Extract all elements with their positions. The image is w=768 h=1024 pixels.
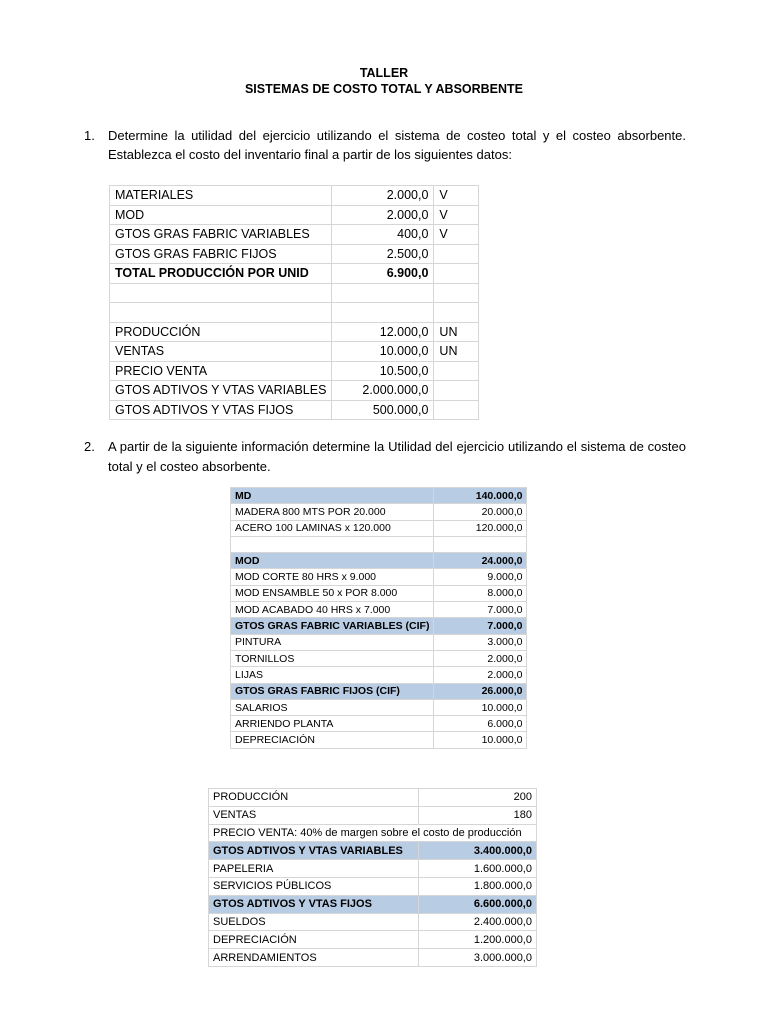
row-value: 8.000,0 bbox=[434, 585, 527, 601]
table-row bbox=[209, 913, 537, 931]
row-label: LIJAS bbox=[231, 667, 434, 683]
row-label: TORNILLOS bbox=[231, 650, 434, 666]
question-text-line: total y el costeo absorbente. bbox=[108, 459, 271, 474]
row-label: ARRENDAMIENTOS bbox=[209, 949, 419, 967]
table-row bbox=[209, 877, 537, 895]
section-header-row bbox=[231, 488, 527, 504]
row-label: PINTURA bbox=[231, 634, 434, 650]
row-value: 2.000,0 bbox=[332, 205, 434, 225]
row-label: PRECIO VENTA bbox=[110, 361, 332, 381]
cost-data-table-1 bbox=[109, 185, 479, 420]
row-label: TOTAL PRODUCCIÓN POR UNID bbox=[110, 264, 332, 284]
section-header-row bbox=[231, 553, 527, 569]
table-row bbox=[209, 789, 537, 807]
table-row bbox=[231, 536, 527, 552]
row-unit bbox=[434, 244, 479, 264]
question-text-line: Determine la utilidad del ejercicio utilizando el sistema de costeo total y el costeo absorbente. bbox=[108, 128, 686, 143]
row-label: DEPRECIACIÓN bbox=[231, 732, 434, 748]
table-row bbox=[209, 806, 537, 824]
table-row bbox=[231, 520, 527, 536]
row-label: ARRIENDO PLANTA bbox=[231, 716, 434, 732]
document-subtitle: SISTEMAS DE COSTO TOTAL Y ABSORBENTE bbox=[244, 82, 524, 96]
row-label: GTOS ADTIVOS Y VTAS VARIABLES bbox=[209, 842, 419, 860]
row-unit: V bbox=[434, 186, 479, 206]
row-label: MOD ACABADO 40 HRS x 7.000 bbox=[231, 602, 434, 618]
row-value: 9.000,0 bbox=[434, 569, 527, 585]
row-value: 200 bbox=[419, 789, 537, 807]
row-unit bbox=[434, 283, 479, 303]
row-value: 2.000,0 bbox=[434, 667, 527, 683]
document-title: TALLER bbox=[359, 66, 409, 80]
row-unit bbox=[434, 381, 479, 401]
row-value: 1.600.000,0 bbox=[419, 860, 537, 878]
row-value: 6.000,0 bbox=[434, 716, 527, 732]
row-value: 500.000,0 bbox=[332, 400, 434, 420]
row-label bbox=[231, 536, 434, 552]
row-value: 20.000,0 bbox=[434, 504, 527, 520]
table-row bbox=[231, 650, 527, 666]
table-row bbox=[110, 244, 479, 264]
section-header-row bbox=[231, 683, 527, 699]
table-row bbox=[110, 283, 479, 303]
row-value: 2.400.000,0 bbox=[419, 913, 537, 931]
table-row bbox=[231, 504, 527, 520]
row-value bbox=[332, 283, 434, 303]
table-row bbox=[231, 732, 527, 748]
row-value: 7.000,0 bbox=[434, 602, 527, 618]
row-value: 26.000,0 bbox=[434, 683, 527, 699]
row-note: PRECIO VENTA: 40% de margen sobre el costo de producción bbox=[209, 824, 537, 842]
cost-data-table-3 bbox=[208, 788, 537, 967]
row-label: MOD bbox=[231, 553, 434, 569]
row-value: 2.000,0 bbox=[434, 650, 527, 666]
row-value: 10.000,0 bbox=[434, 699, 527, 715]
row-value: 1.800.000,0 bbox=[419, 877, 537, 895]
table-row bbox=[110, 205, 479, 225]
cost-data-table-2 bbox=[230, 487, 527, 749]
row-label: SERVICIOS PÚBLICOS bbox=[209, 877, 419, 895]
row-value: 1.200.000,0 bbox=[419, 931, 537, 949]
section-header-row bbox=[209, 842, 537, 860]
row-value: 10.500,0 bbox=[332, 361, 434, 381]
row-unit bbox=[434, 361, 479, 381]
table-row bbox=[231, 699, 527, 715]
row-label: GTOS GRAS FABRIC FIJOS bbox=[110, 244, 332, 264]
row-label: GTOS ADTIVOS Y VTAS FIJOS bbox=[110, 400, 332, 420]
row-label: GTOS ADTIVOS Y VTAS VARIABLES bbox=[110, 381, 332, 401]
row-value: 140.000,0 bbox=[434, 488, 527, 504]
row-label: DEPRECIACIÓN bbox=[209, 931, 419, 949]
row-label: MATERIALES bbox=[110, 186, 332, 206]
row-label: MADERA 800 MTS POR 20.000 bbox=[231, 504, 434, 520]
table-row bbox=[231, 602, 527, 618]
row-label: MOD bbox=[110, 205, 332, 225]
table-row bbox=[231, 585, 527, 601]
row-value: 24.000,0 bbox=[434, 553, 527, 569]
row-value: 7.000,0 bbox=[434, 618, 527, 634]
row-value bbox=[434, 536, 527, 552]
row-value: 12.000,0 bbox=[332, 322, 434, 342]
table-row bbox=[231, 716, 527, 732]
row-label: SALARIOS bbox=[231, 699, 434, 715]
row-label: PRODUCCIÓN bbox=[209, 789, 419, 807]
row-value: 180 bbox=[419, 806, 537, 824]
table-row bbox=[209, 931, 537, 949]
row-value: 10.000,0 bbox=[434, 732, 527, 748]
question-number: 2. bbox=[84, 439, 95, 454]
row-value: 3.000,0 bbox=[434, 634, 527, 650]
table-row bbox=[209, 949, 537, 967]
row-unit: UN bbox=[434, 322, 479, 342]
row-label: GTOS GRAS FABRIC FIJOS (CIF) bbox=[231, 683, 434, 699]
table-row bbox=[110, 342, 479, 362]
row-label: MD bbox=[231, 488, 434, 504]
table-row bbox=[231, 634, 527, 650]
table-row bbox=[110, 264, 479, 284]
row-label: PAPELERIA bbox=[209, 860, 419, 878]
row-label: VENTAS bbox=[209, 806, 419, 824]
section-header-row bbox=[231, 618, 527, 634]
table-row bbox=[110, 381, 479, 401]
table-row bbox=[110, 225, 479, 245]
row-unit bbox=[434, 400, 479, 420]
row-value: 2.500,0 bbox=[332, 244, 434, 264]
table-row bbox=[110, 303, 479, 323]
table-row bbox=[231, 569, 527, 585]
section-header-row bbox=[209, 895, 537, 913]
row-unit bbox=[434, 264, 479, 284]
question-text-line: A partir de la siguiente información determine la Utilidad del ejercicio utilizando el sistema de costeo bbox=[108, 439, 686, 454]
row-value: 6.600.000,0 bbox=[419, 895, 537, 913]
table-row bbox=[209, 860, 537, 878]
row-unit bbox=[434, 303, 479, 323]
row-label: GTOS GRAS FABRIC VARIABLES bbox=[110, 225, 332, 245]
table-row bbox=[110, 186, 479, 206]
row-label: SUELDOS bbox=[209, 913, 419, 931]
row-value bbox=[332, 303, 434, 323]
table-row bbox=[231, 667, 527, 683]
row-value: 6.900,0 bbox=[332, 264, 434, 284]
row-label: GTOS ADTIVOS Y VTAS FIJOS bbox=[209, 895, 419, 913]
row-label: GTOS GRAS FABRIC VARIABLES (CIF) bbox=[231, 618, 434, 634]
row-value: 3.000.000,0 bbox=[419, 949, 537, 967]
row-label: ACERO 100 LAMINAS x 120.000 bbox=[231, 520, 434, 536]
row-value: 2.000.000,0 bbox=[332, 381, 434, 401]
row-value: 3.400.000,0 bbox=[419, 842, 537, 860]
row-value: 120.000,0 bbox=[434, 520, 527, 536]
table1-body bbox=[110, 186, 479, 420]
question-text-line: Establezca el costo del inventario final a partir de los siguientes datos: bbox=[108, 147, 512, 162]
table-row bbox=[110, 322, 479, 342]
table-row bbox=[110, 361, 479, 381]
row-unit: V bbox=[434, 205, 479, 225]
table3-body bbox=[209, 789, 537, 967]
row-value: 400,0 bbox=[332, 225, 434, 245]
table-row bbox=[209, 824, 537, 842]
row-label: MOD ENSAMBLE 50 x POR 8.000 bbox=[231, 585, 434, 601]
row-unit: V bbox=[434, 225, 479, 245]
row-label: MOD CORTE 80 HRS x 9.000 bbox=[231, 569, 434, 585]
row-label bbox=[110, 283, 332, 303]
row-value: 10.000,0 bbox=[332, 342, 434, 362]
row-label bbox=[110, 303, 332, 323]
question-number: 1. bbox=[84, 128, 95, 143]
row-value: 2.000,0 bbox=[332, 186, 434, 206]
table2-body bbox=[231, 488, 527, 749]
row-label: VENTAS bbox=[110, 342, 332, 362]
row-unit: UN bbox=[434, 342, 479, 362]
table-row bbox=[110, 400, 479, 420]
row-label: PRODUCCIÓN bbox=[110, 322, 332, 342]
